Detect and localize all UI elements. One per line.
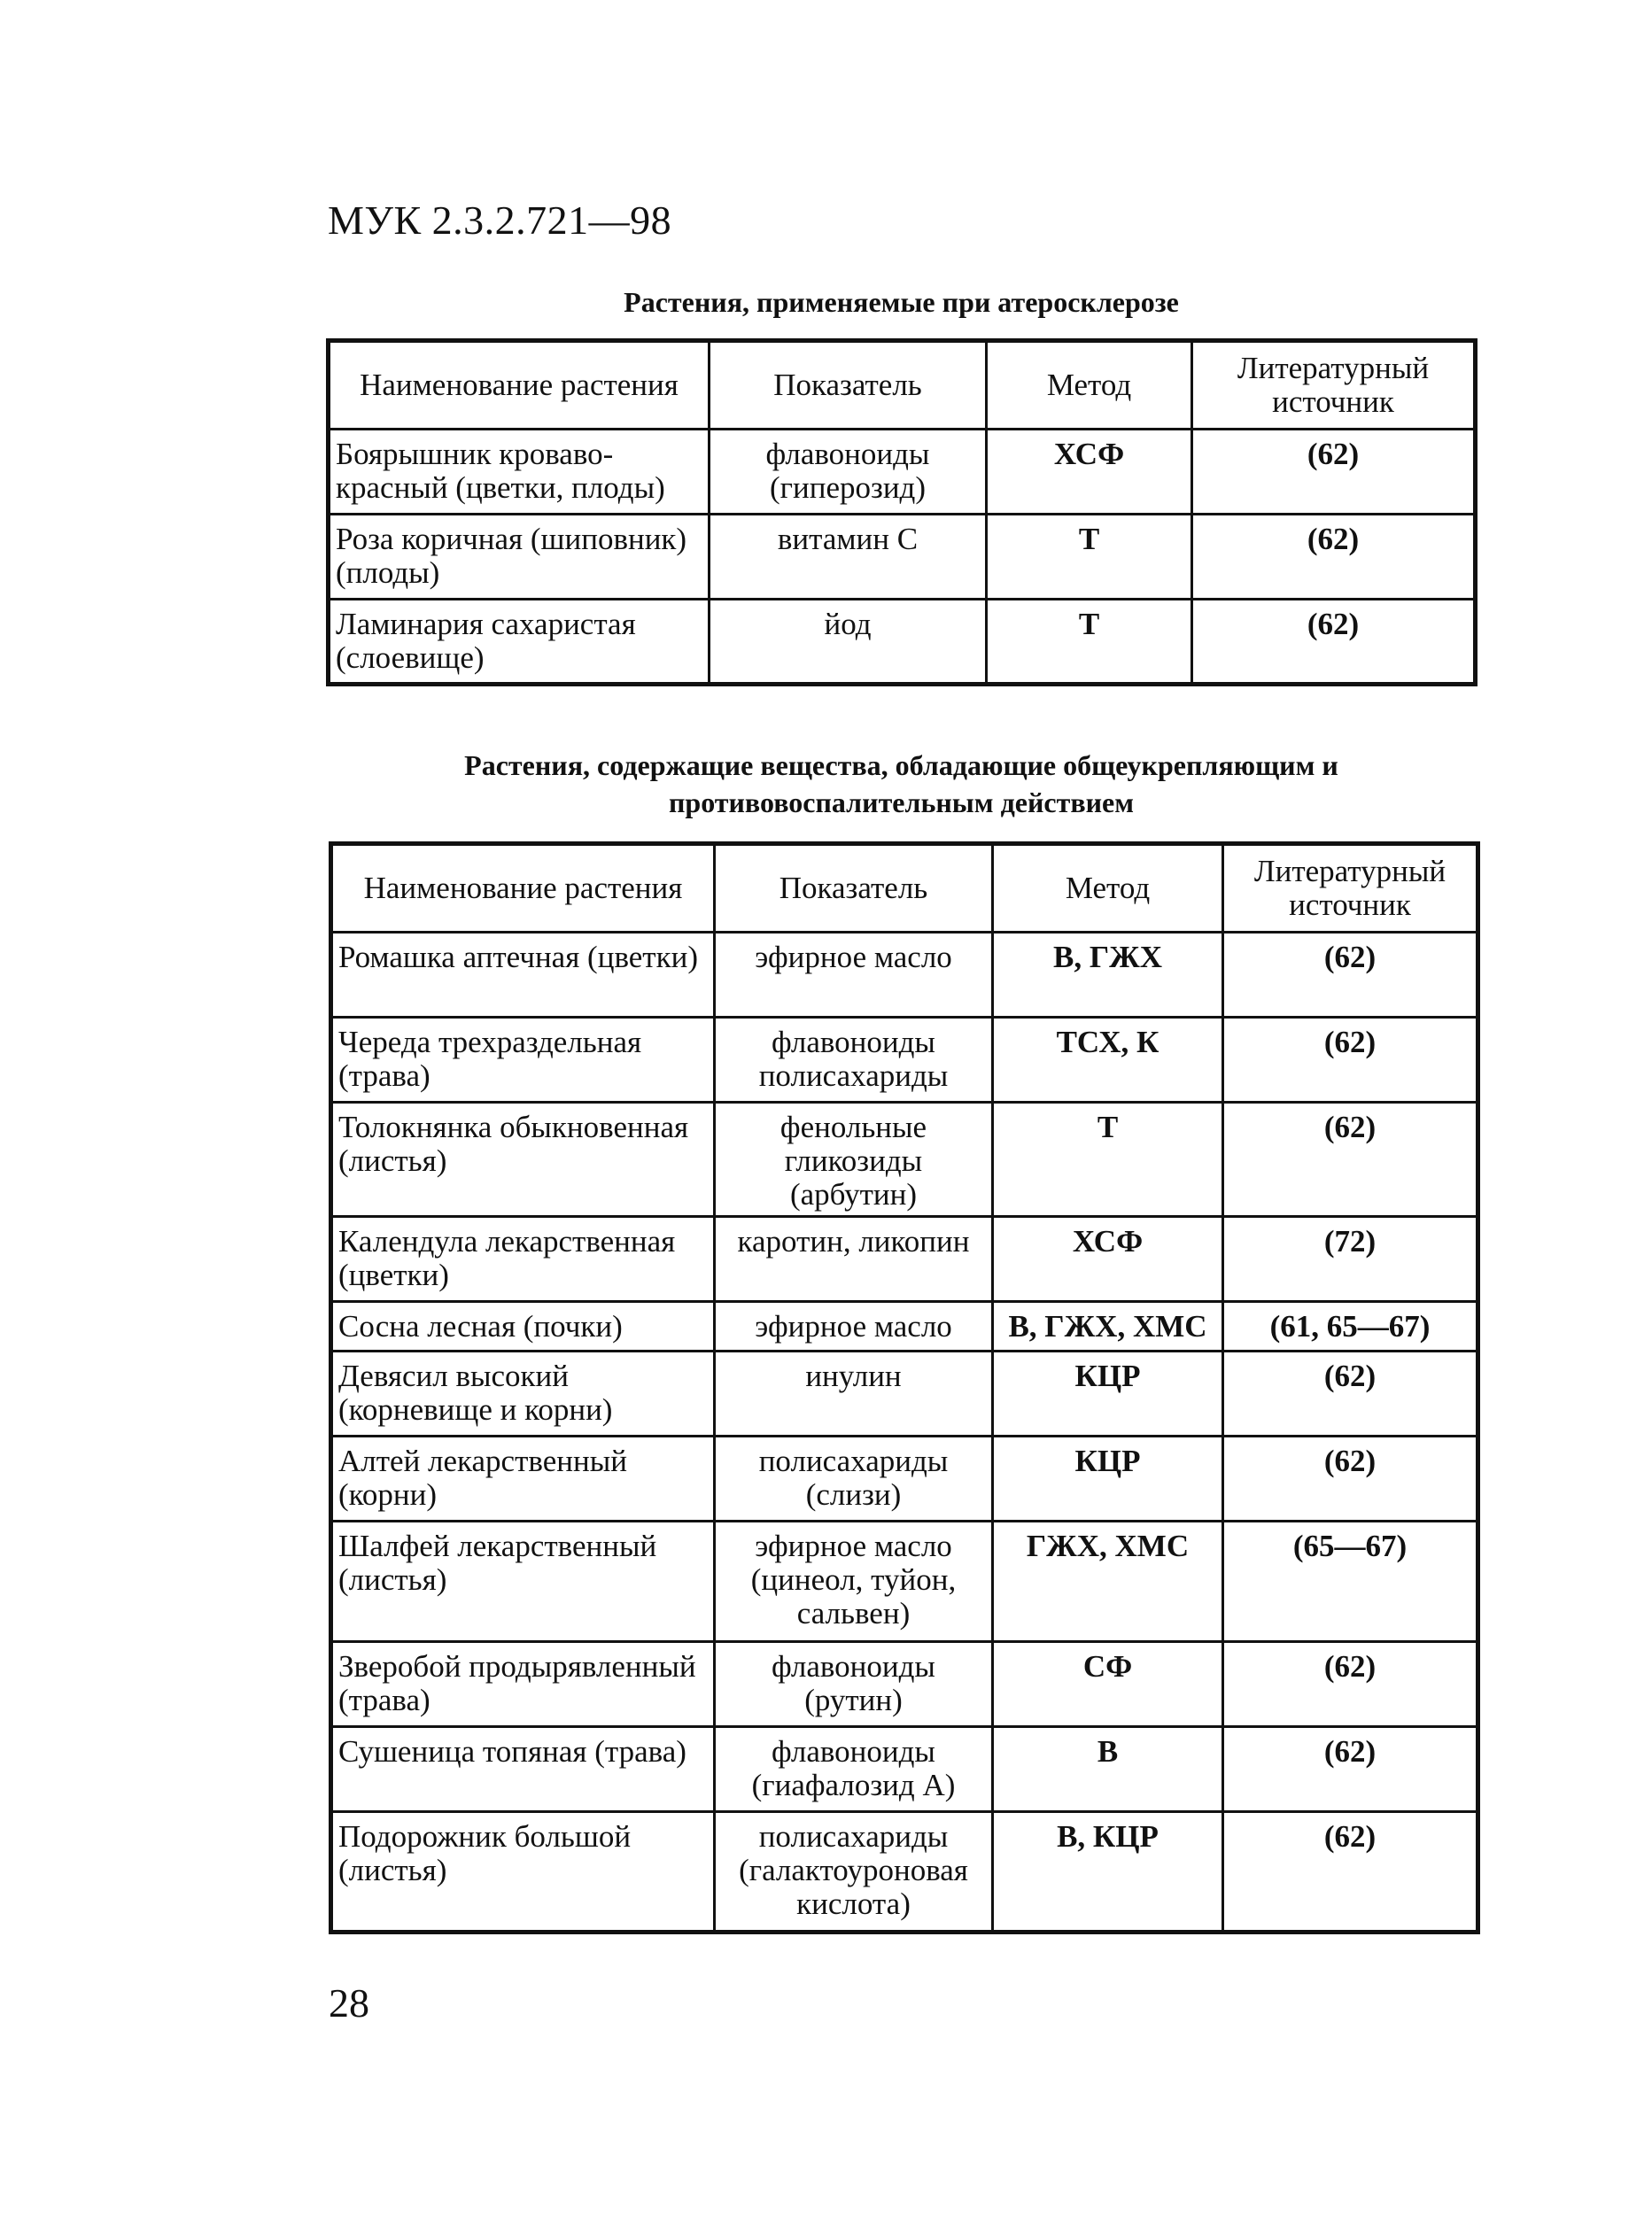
literature-source: (62) <box>1192 600 1476 685</box>
indicator: эфирное масло <box>715 1302 993 1352</box>
method: Т <box>993 1103 1223 1217</box>
table-row <box>331 1522 1478 1642</box>
method: В, ГЖХ <box>993 933 1223 1018</box>
table-row <box>331 1437 1478 1522</box>
indicator: йод <box>710 600 987 685</box>
indicator: фенольные гликозиды (арбутин) <box>715 1103 993 1217</box>
table-row <box>331 1727 1478 1812</box>
table-row <box>331 1018 1478 1103</box>
table-row <box>331 933 1478 1018</box>
plant-name: Череда трехраздельная (трава) <box>331 1018 715 1103</box>
table1-title: Растения, применяемые при атеросклерозе <box>624 286 1179 318</box>
column-header-source: Литературный источник <box>1223 844 1478 933</box>
method: ГЖХ, ХМС <box>993 1522 1223 1642</box>
method: В, КЦР <box>993 1812 1223 1933</box>
literature-source: (62) <box>1223 1642 1478 1727</box>
indicator: полисахариды (галактоуроновая кислота) <box>715 1812 993 1933</box>
column-header-indicator: Показатель <box>710 341 987 430</box>
literature-source: (62) <box>1223 1727 1478 1812</box>
indicator: витамин С <box>710 515 987 600</box>
method: В, ГЖХ, ХМС <box>993 1302 1223 1352</box>
table-row <box>331 1103 1478 1217</box>
table-row <box>331 1352 1478 1437</box>
literature-source: (62) <box>1223 1812 1478 1933</box>
table-row <box>331 1812 1478 1933</box>
table-header-row <box>329 341 1476 430</box>
table-row <box>331 1217 1478 1302</box>
method: ТСХ, К <box>993 1018 1223 1103</box>
column-header-indicator: Показатель <box>715 844 993 933</box>
literature-source: (72) <box>1223 1217 1478 1302</box>
method: СФ <box>993 1642 1223 1727</box>
plant-name: Ламинария сахаристая (слоевище) <box>329 600 710 685</box>
literature-source: (61, 65—67) <box>1223 1302 1478 1352</box>
plant-name: Зверобой продырявленный (трава) <box>331 1642 715 1727</box>
indicator: флавоноиды (гиперозид) <box>710 430 987 515</box>
literature-source: (62) <box>1223 933 1478 1018</box>
column-header-method: Метод <box>987 341 1192 430</box>
literature-source: (62) <box>1223 1103 1478 1217</box>
plant-name: Календула лекарственная (цветки) <box>331 1217 715 1302</box>
table-atherosclerosis-plants <box>326 338 1477 686</box>
literature-source: (62) <box>1223 1437 1478 1522</box>
table-tonic-antiinflammatory-plants <box>329 841 1480 1934</box>
table-header-row <box>331 844 1478 933</box>
indicator: флавоноиды (рутин) <box>715 1642 993 1727</box>
plant-name: Сушеница топяная (трава) <box>331 1727 715 1812</box>
literature-source: (65—67) <box>1223 1522 1478 1642</box>
table-row <box>329 430 1476 515</box>
column-header-plant-name: Наименование растения <box>331 844 715 933</box>
plant-name: Боярышник кроваво-красный (цветки, плоды) <box>329 430 710 515</box>
table-row <box>331 1642 1478 1727</box>
table-row <box>329 600 1476 685</box>
indicator: эфирное масло (цинеол, туйон, сальвен) <box>715 1522 993 1642</box>
column-header-plant-name: Наименование растения <box>329 341 710 430</box>
plant-name: Роза коричная (шиповник) (плоды) <box>329 515 710 600</box>
indicator: флавоноиды полисахариды <box>715 1018 993 1103</box>
table-row <box>329 515 1476 600</box>
method: В <box>993 1727 1223 1812</box>
plant-name: Толокнянка обыкновенная (листья) <box>331 1103 715 1217</box>
literature-source: (62) <box>1192 430 1476 515</box>
plant-name: Ромашка аптечная (цветки) <box>331 933 715 1018</box>
literature-source: (62) <box>1223 1018 1478 1103</box>
literature-source: (62) <box>1223 1352 1478 1437</box>
column-header-source: Литературный источник <box>1192 341 1476 430</box>
table2-title: Растения, содержащие вещества, обладающие общеукрепляющим и противовоспалительным действием <box>464 749 1338 818</box>
indicator: полисахариды (слизи) <box>715 1437 993 1522</box>
method: КЦР <box>993 1352 1223 1437</box>
plant-name: Алтей лекарственный (корни) <box>331 1437 715 1522</box>
indicator: флавоноиды (гиафалозид А) <box>715 1727 993 1812</box>
page-number: 28 <box>329 1980 369 2026</box>
method: ХСФ <box>987 430 1192 515</box>
table-row <box>331 1302 1478 1352</box>
indicator: инулин <box>715 1352 993 1437</box>
document-code: МУК 2.3.2.721—98 <box>328 198 672 243</box>
plant-name: Сосна лесная (почки) <box>331 1302 715 1352</box>
method: КЦР <box>993 1437 1223 1522</box>
method: ХСФ <box>993 1217 1223 1302</box>
plant-name: Подорожник большой (листья) <box>331 1812 715 1933</box>
indicator: каротин, ликопин <box>715 1217 993 1302</box>
method: Т <box>987 515 1192 600</box>
method: Т <box>987 600 1192 685</box>
plant-name: Девясил высокий (корневище и корни) <box>331 1352 715 1437</box>
literature-source: (62) <box>1192 515 1476 600</box>
plant-name: Шалфей лекарственный (листья) <box>331 1522 715 1642</box>
column-header-method: Метод <box>993 844 1223 933</box>
indicator: эфирное масло <box>715 933 993 1018</box>
